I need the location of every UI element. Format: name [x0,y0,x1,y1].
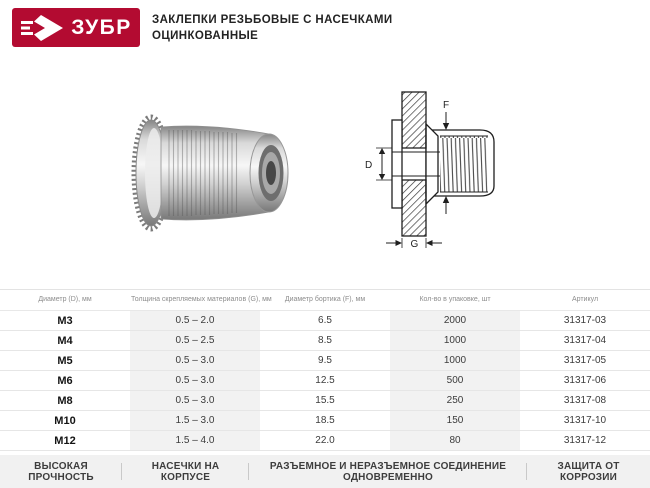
cell-thickness: 0.5 – 2.5 [130,331,260,351]
cell-thickness: 0.5 – 3.0 [130,371,260,391]
cell-qty: 1000 [390,331,520,351]
cell-thickness: 1.5 – 3.0 [130,411,260,431]
cell-sku: 31317-06 [520,371,650,391]
cell-sku: 31317-08 [520,391,650,411]
page-title-line1: ЗАКЛЕПКИ РЕЗЬБОВЫЕ С НАСЕЧКАМИ [152,14,393,26]
col-header-qty: Кол-во в упаковке, шт [390,290,520,311]
cell-flange: 12.5 [260,371,390,391]
cell-thickness: 0.5 – 3.0 [130,351,260,371]
cell-sku: 31317-03 [520,311,650,331]
table-row [0,391,650,411]
cell-qty: 500 [390,371,520,391]
dim-label-d: D [365,160,373,171]
zubr-logo [12,8,140,47]
dim-label-g: G [410,239,419,250]
feature-strength: ВЫСОКАЯ ПРОЧНОСТЬ [0,455,122,488]
feature-knurling: НАСЕЧКИ НА КОРПУСЕ [122,455,249,488]
cell-diameter: М6 [0,371,130,391]
cell-sku: 31317-04 [520,331,650,351]
cell-qty: 150 [390,411,520,431]
cell-diameter: М4 [0,331,130,351]
col-header-flange: Диаметр бортика (F), мм [260,290,390,311]
rivet-nut-cross-section-diagram [362,78,537,253]
cell-diameter: М5 [0,351,130,371]
dim-label-f: F [443,100,450,111]
cell-flange: 22.0 [260,431,390,451]
cell-diameter: М3 [0,311,130,331]
table-row [0,311,650,331]
cell-sku: 31317-12 [520,431,650,451]
col-header-diameter: Диаметр (D), мм [0,290,130,311]
col-header-sku: Артикул [520,290,650,311]
table-row [0,411,650,431]
page-title [152,12,393,44]
cell-sku: 31317-05 [520,351,650,371]
feature-connection: РАЗЪЕМНОЕ И НЕРАЗЪЕМНОЕ СОЕДИНЕНИЕ ОДНОВРЕМЕННО [249,455,527,488]
table-row [0,371,650,391]
table-row [0,351,650,371]
zubr-bison-icon [20,14,64,42]
feature-strip [0,455,650,488]
cell-flange: 18.5 [260,411,390,431]
cell-sku: 31317-10 [520,411,650,431]
table-row [0,331,650,351]
page-title-line2: ОЦИНКОВАННЫЕ [152,30,259,42]
cell-qty: 1000 [390,351,520,371]
cell-diameter: М10 [0,411,130,431]
cell-diameter: М12 [0,431,130,451]
col-header-thickness: Толщина скрепляемых материалов (G), мм [130,290,260,311]
cell-flange: 9.5 [260,351,390,371]
feature-corrosion: ЗАЩИТА ОТ КОРРОЗИИ [557,460,620,483]
cell-flange: 15.5 [260,391,390,411]
brand-name: ЗУБР [71,16,132,39]
cell-qty: 80 [390,431,520,451]
cell-thickness: 0.5 – 2.0 [130,311,260,331]
spec-table [0,289,650,451]
cell-diameter: М8 [0,391,130,411]
cell-qty: 250 [390,391,520,411]
cell-qty: 2000 [390,311,520,331]
cell-thickness: 0.5 – 3.0 [130,391,260,411]
cell-flange: 8.5 [260,331,390,351]
cell-thickness: 1.5 – 4.0 [130,431,260,451]
table-row [0,431,650,451]
cell-flange: 6.5 [260,311,390,331]
spec-table-header-row [0,290,650,311]
rivet-nut-photo [121,103,321,243]
